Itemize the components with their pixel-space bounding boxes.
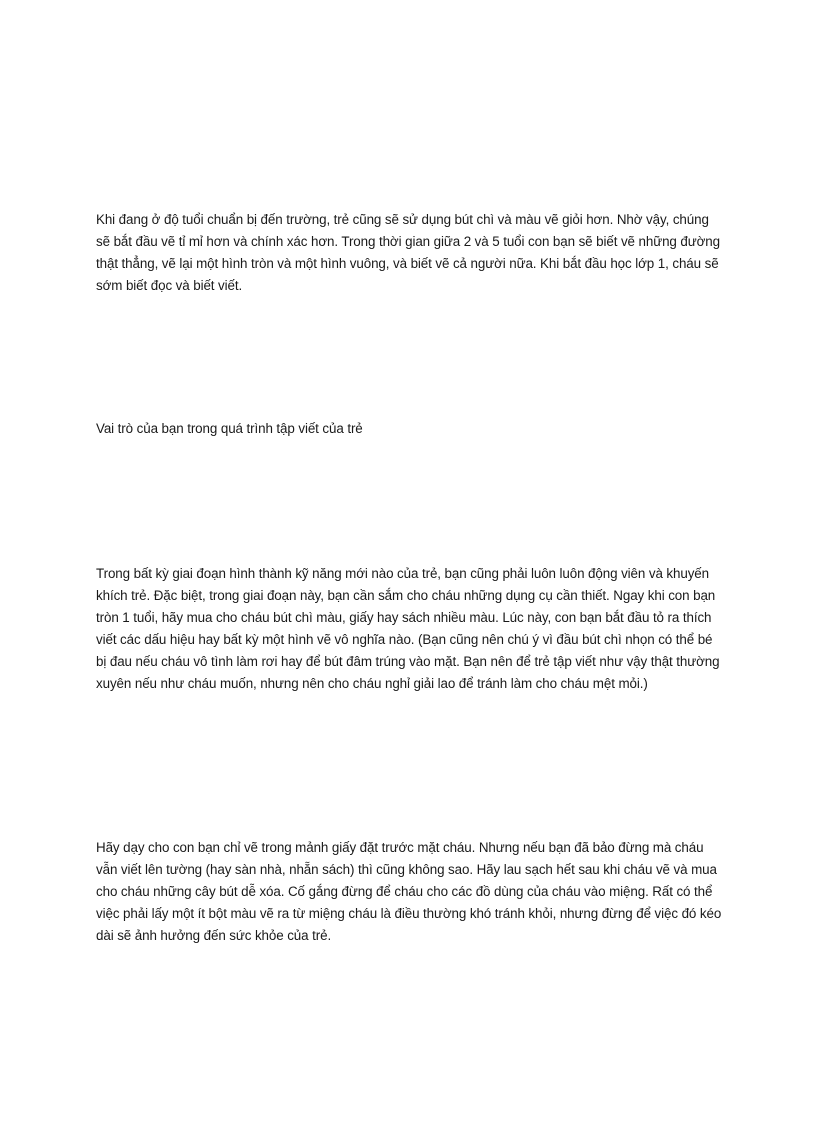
section-heading: Vai trò của bạn trong quá trình tập viết của trẻ (96, 421, 363, 436)
paragraph-encouragement: Trong bất kỳ giai đoạn hình thành kỹ năng mới nào của trẻ, bạn cũng phải luôn luôn động viên và khuyến khích trẻ. Đặc biệt, trong giai đoạn này, bạn cần sắm cho cháu những dụng cụ cần thiết. Ngay khi con bạn tròn 1 tuổi, hãy mua cho cháu bút chì màu, giấy hay sách nhiều màu. Lúc này, con bạn bắt đầu tỏ ra thích viết các dấu hiệu hay bất kỳ một hình vẽ vô nghĩa nào. (Bạn cũng nên chú ý vì đầu bút chì nhọn có thể bé bị đau nếu cháu vô tình làm rơi hay để bút đâm trúng vào mặt. Bạn nên để trẻ tập viết như vậy thật thường xuyên nếu như cháu muốn, nhưng nên cho cháu nghỉ giải lao để tránh làm cho cháu mệt mỏi.) (96, 566, 720, 691)
paragraph-intro: Khi đang ở độ tuổi chuẩn bị đến trường, trẻ cũng sẽ sử dụng bút chì và màu vẽ giỏi hơn. Nhờ vậy, chúng sẽ bắt đầu vẽ tỉ mỉ hơn và chính xác hơn. Trong thời gian giữa 2 và 5 tuổi con bạn sẽ biết vẽ những đường thật thẳng, vẽ lại một hình tròn và một hình vuông, và biết vẽ cả người nữa. Khi bắt đầu học lớp 1, cháu sẽ sớm biết đọc và biết viết. (96, 212, 720, 293)
paragraph-drawing-rules: Hãy dạy cho con bạn chỉ vẽ trong mảnh giấy đặt trước mặt cháu. Nhưng nếu bạn đã bảo đừng mà cháu vẫn viết lên tường (hay sàn nhà, nhẵn sách) thì cũng không sao. Hãy lau sạch hết sau khi cháu vẽ và mua cho cháu những cây bút dễ xóa. Cố gắng đừng để cháu cho các đồ dùng của cháu vào miệng. Rất có thể việc phải lấy một ít bột màu vẽ ra từ miệng cháu là điều thường khó tránh khỏi, nhưng đừng để việc đó kéo dài sẽ ảnh hưởng đến sức khỏe của trẻ. (96, 840, 722, 943)
